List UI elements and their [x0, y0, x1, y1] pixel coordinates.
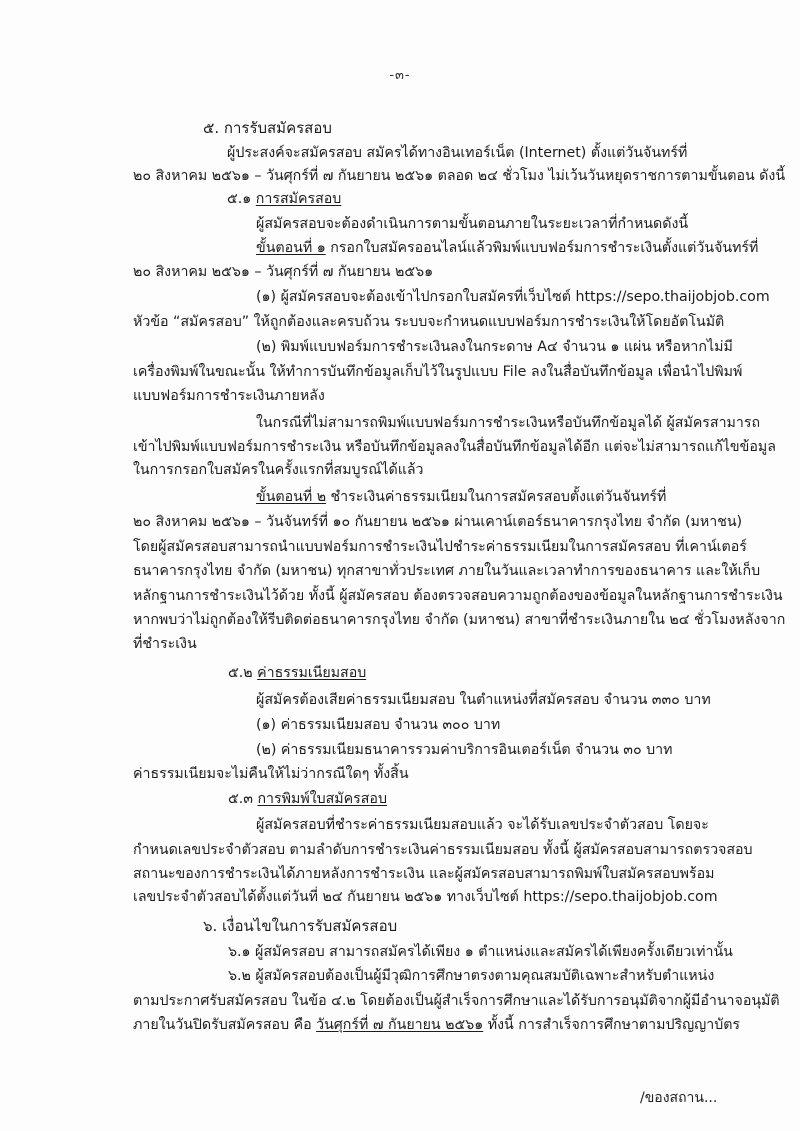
s51-note-line-2: เข้าไปพิมพ์แบบฟอร์มการชำระเงิน หรือบันทึกข้อมูลลงในสื่อบันทึกข้อมูลได้อีก แต่จะไม่สามารถแก้ไขข้อมูล: [133, 439, 776, 455]
s51-item1-line-2: หัวข้อ “สมัครสอบ” ให้ถูกต้องและครบถ้วน ระบบจะกำหนดแบบฟอร์มการชำระเงินให้โดยอัตโนมัติ: [133, 314, 725, 330]
s51-step1-cont: ๒๐ สิงหาคม ๒๕๖๑ – วันศุกร์ที่ ๗ กันยายน ๒๕๖๑: [133, 264, 434, 280]
page-number: -๓-: [389, 68, 411, 83]
continuation-note: /ของสถาน...: [640, 1090, 718, 1106]
s61-text: ๖.๑ ผู้สมัครสอบ สามารถสมัครได้เพียง ๑ ตำแหน่งและสมัครได้เพียงครั้งเดียวเท่านั้น: [228, 944, 733, 960]
section-5-intro-line-2: ๒๐ สิงหาคม ๒๕๖๑ – วันศุกร์ที่ ๗ กันยายน ๒๕๖๑ ตลอด ๒๔ ชั่วโมง ไม่เว้นวันหยุดราชการตามขั้นตอน ดังนี้: [133, 168, 786, 184]
s62-line-3-post: ทั้งนี้ การสำเร็จการศึกษาตามปริญญาบัตร: [483, 1017, 741, 1033]
section-5-intro-line-1: ผู้ประสงค์จะสมัครสอบ สมัครได้ทางอินเทอร์เน็ต (Internet) ตั้งแต่วันจันทร์ที่: [227, 145, 688, 161]
s51-step2: [256, 487, 666, 507]
s53-line-1: ผู้สมัครสอบที่ชำระค่าธรรมเนียมสอบแล้ว จะได้รับเลขประจำตัวสอบ โดยจะ: [256, 817, 709, 833]
subsection-5-1-title: การสมัครสอบ: [255, 191, 342, 207]
s62-line-3-pre: ภายในวันปิดรับสมัครสอบ คือ: [133, 1017, 317, 1033]
s52-note: ค่าธรรมเนียมจะไม่คืนให้ไม่ว่ากรณีใดๆ ทั้งสิ้น: [133, 766, 409, 782]
s51-step2-line-1: ๒๐ สิงหาคม ๒๕๖๑ – วันจันทร์ที่ ๑๐ กันยายน ๒๕๖๑ ผ่านเคาน์เตอร์ธนาคารกรุงไทย จำกัด (มหาชน): [133, 514, 743, 530]
step1-label: ขั้นตอนที่ ๑: [256, 240, 326, 256]
s53-line-4: เลขประจำตัวสอบได้ตั้งแต่วันที่ ๒๔ กันยายน ๒๕๖๑ ทางเว็บไซต์ https://sepo.thaijobjob.com: [133, 889, 718, 905]
step1-text: กรอกใบสมัครออนไลน์แล้วพิมพ์แบบฟอร์มการชำระเงินตั้งแต่วันจันทร์ที่: [325, 240, 759, 256]
s51-step1: [256, 238, 758, 258]
s51-item2-line-1: (๒) พิมพ์แบบฟอร์มการชำระเงินลงในกระดาษ A๔ จำนวน ๑ แผ่น หรือหากไม่มี: [256, 339, 733, 355]
s52-item1: (๑) ค่าธรรมเนียมสอบ จำนวน ๓๐๐ บาท: [256, 717, 501, 733]
s62-line-1: ๖.๒ ผู้สมัครสอบต้องเป็นผู้มีวุฒิการศึกษาตรงตามคุณสมบัติเฉพาะสำหรับตำแหน่ง: [228, 968, 715, 984]
s52-intro: ผู้สมัครต้องเสียค่าธรรมเนียมสอบ ในตำแหน่งที่สมัครสอบ จำนวน ๓๓๐ บาท: [256, 692, 711, 708]
subsection-5-3-title: การพิมพ์ใบสมัครสอบ: [257, 791, 387, 807]
s51-item1-line-1: (๑) ผู้สมัครสอบจะต้องเข้าไปกรอกใบสมัครที่เว็บไซต์ https://sepo.thaijobjob.com: [256, 289, 770, 305]
s51-step2-line-5: หากพบว่าไม่ถูกต้องให้รีบติดต่อธนาคารกรุงไทย จำกัด (มหาชน) สาขาที่ชำระเงินภายใน ๒๔ ชั่วโมงหลังจาก: [133, 612, 786, 628]
s52-item2: (๒) ค่าธรรมเนียมธนาคารรวมค่าบริการอินเตอร์เน็ต จำนวน ๓๐ บาท: [256, 742, 673, 758]
step2-text: ชำระเงินค่าธรรมเนียมในการสมัครสอบตั้งแต่วันจันทร์ที่: [326, 489, 667, 505]
subsection-5-3-heading: [228, 789, 387, 809]
section-5-heading: ๕. การรับสมัครสอบ: [203, 119, 332, 137]
subsection-5-2-number: ๕.๒: [228, 665, 253, 681]
s51-intro: ผู้สมัครสอบจะต้องดำเนินการตามขั้นตอนภายในระยะเวลาที่กำหนดดังนี้: [256, 216, 689, 232]
s51-note-line-1: ในกรณีที่ไม่สามารถพิมพ์แบบฟอร์มการชำระเงินหรือบันทึกข้อมูลได้ ผู้สมัครสามารถ: [256, 415, 761, 431]
s53-line-2: กำหนดเลขประจำตัวสอบ ตามลำดับการชำระเงินค่าธรรมเนียมสอบ ทั้งนี้ ผู้สมัครสอบสามารถตรวจสอบ: [133, 842, 753, 858]
s51-note-line-3: ในการกรอกใบสมัครในครั้งแรกที่สมบูรณ์ได้แล้ว: [133, 462, 424, 478]
s53-line-3: สถานะของการชำระเงินได้ภายหลังการชำระเงิน และผู้สมัครสอบสามารถพิมพ์ใบสมัครสอบพร้อม: [133, 866, 715, 882]
s62-line-2: ตามประกาศรับสมัครสอบ ในข้อ ๔.๒ โดยต้องเป็นผู้สำเร็จการศึกษาและได้รับการอนุมัติจากผู้มีอำนาจอนุมัติ: [133, 993, 780, 1009]
subsection-5-2-title: ค่าธรรมเนียมสอบ: [257, 665, 367, 681]
s62-line-3: [133, 1015, 740, 1035]
s51-step2-line-6: ที่ชำระเงิน: [133, 636, 197, 652]
subsection-5-1-number: ๕.๑: [227, 191, 252, 207]
subsection-5-3-number: ๕.๓: [228, 791, 253, 807]
section-6-heading: ๖. เงื่อนไขในการรับสมัครสอบ: [203, 917, 398, 935]
s51-step2-line-4: หลักฐานการชำระเงินไว้ด้วย ทั้งนี้ ผู้สมัครสอบ ต้องตรวจสอบความถูกต้องของข้อมูลในหลักฐานการชำระเงิน: [133, 588, 783, 604]
subsection-5-2-heading: [228, 663, 366, 683]
s51-item2-line-2: เครื่องพิมพ์ในขณะนั้น ให้ทำการบันทึกข้อมูลเก็บไว้ในรูปแบบ File ลงในสื่อบันทึกข้อมูล เพื่อนำไปพิมพ์: [133, 364, 743, 380]
s51-step2-line-2: โดยผู้สมัครสอบสามารถนำแบบฟอร์มการชำระเงินไปชำระค่าธรรมเนียมในการสมัครสอบ ที่เคาน์เตอร์: [133, 539, 747, 555]
s62-closing-date: วันศุกร์ที่ ๗ กันยายน ๒๕๖๑: [316, 1017, 484, 1033]
s51-step2-line-3: ธนาคารกรุงไทย จำกัด (มหาชน) ทุกสาขาทั่วประเทศ ภายในวันและเวลาทำการของธนาคาร และให้เก็บ: [133, 563, 761, 579]
subsection-5-1-heading: [227, 189, 341, 209]
step2-label: ขั้นตอนที่ ๒: [256, 489, 327, 505]
s51-item2-line-3: แบบฟอร์มการชำระเงินภายหลัง: [133, 388, 325, 404]
